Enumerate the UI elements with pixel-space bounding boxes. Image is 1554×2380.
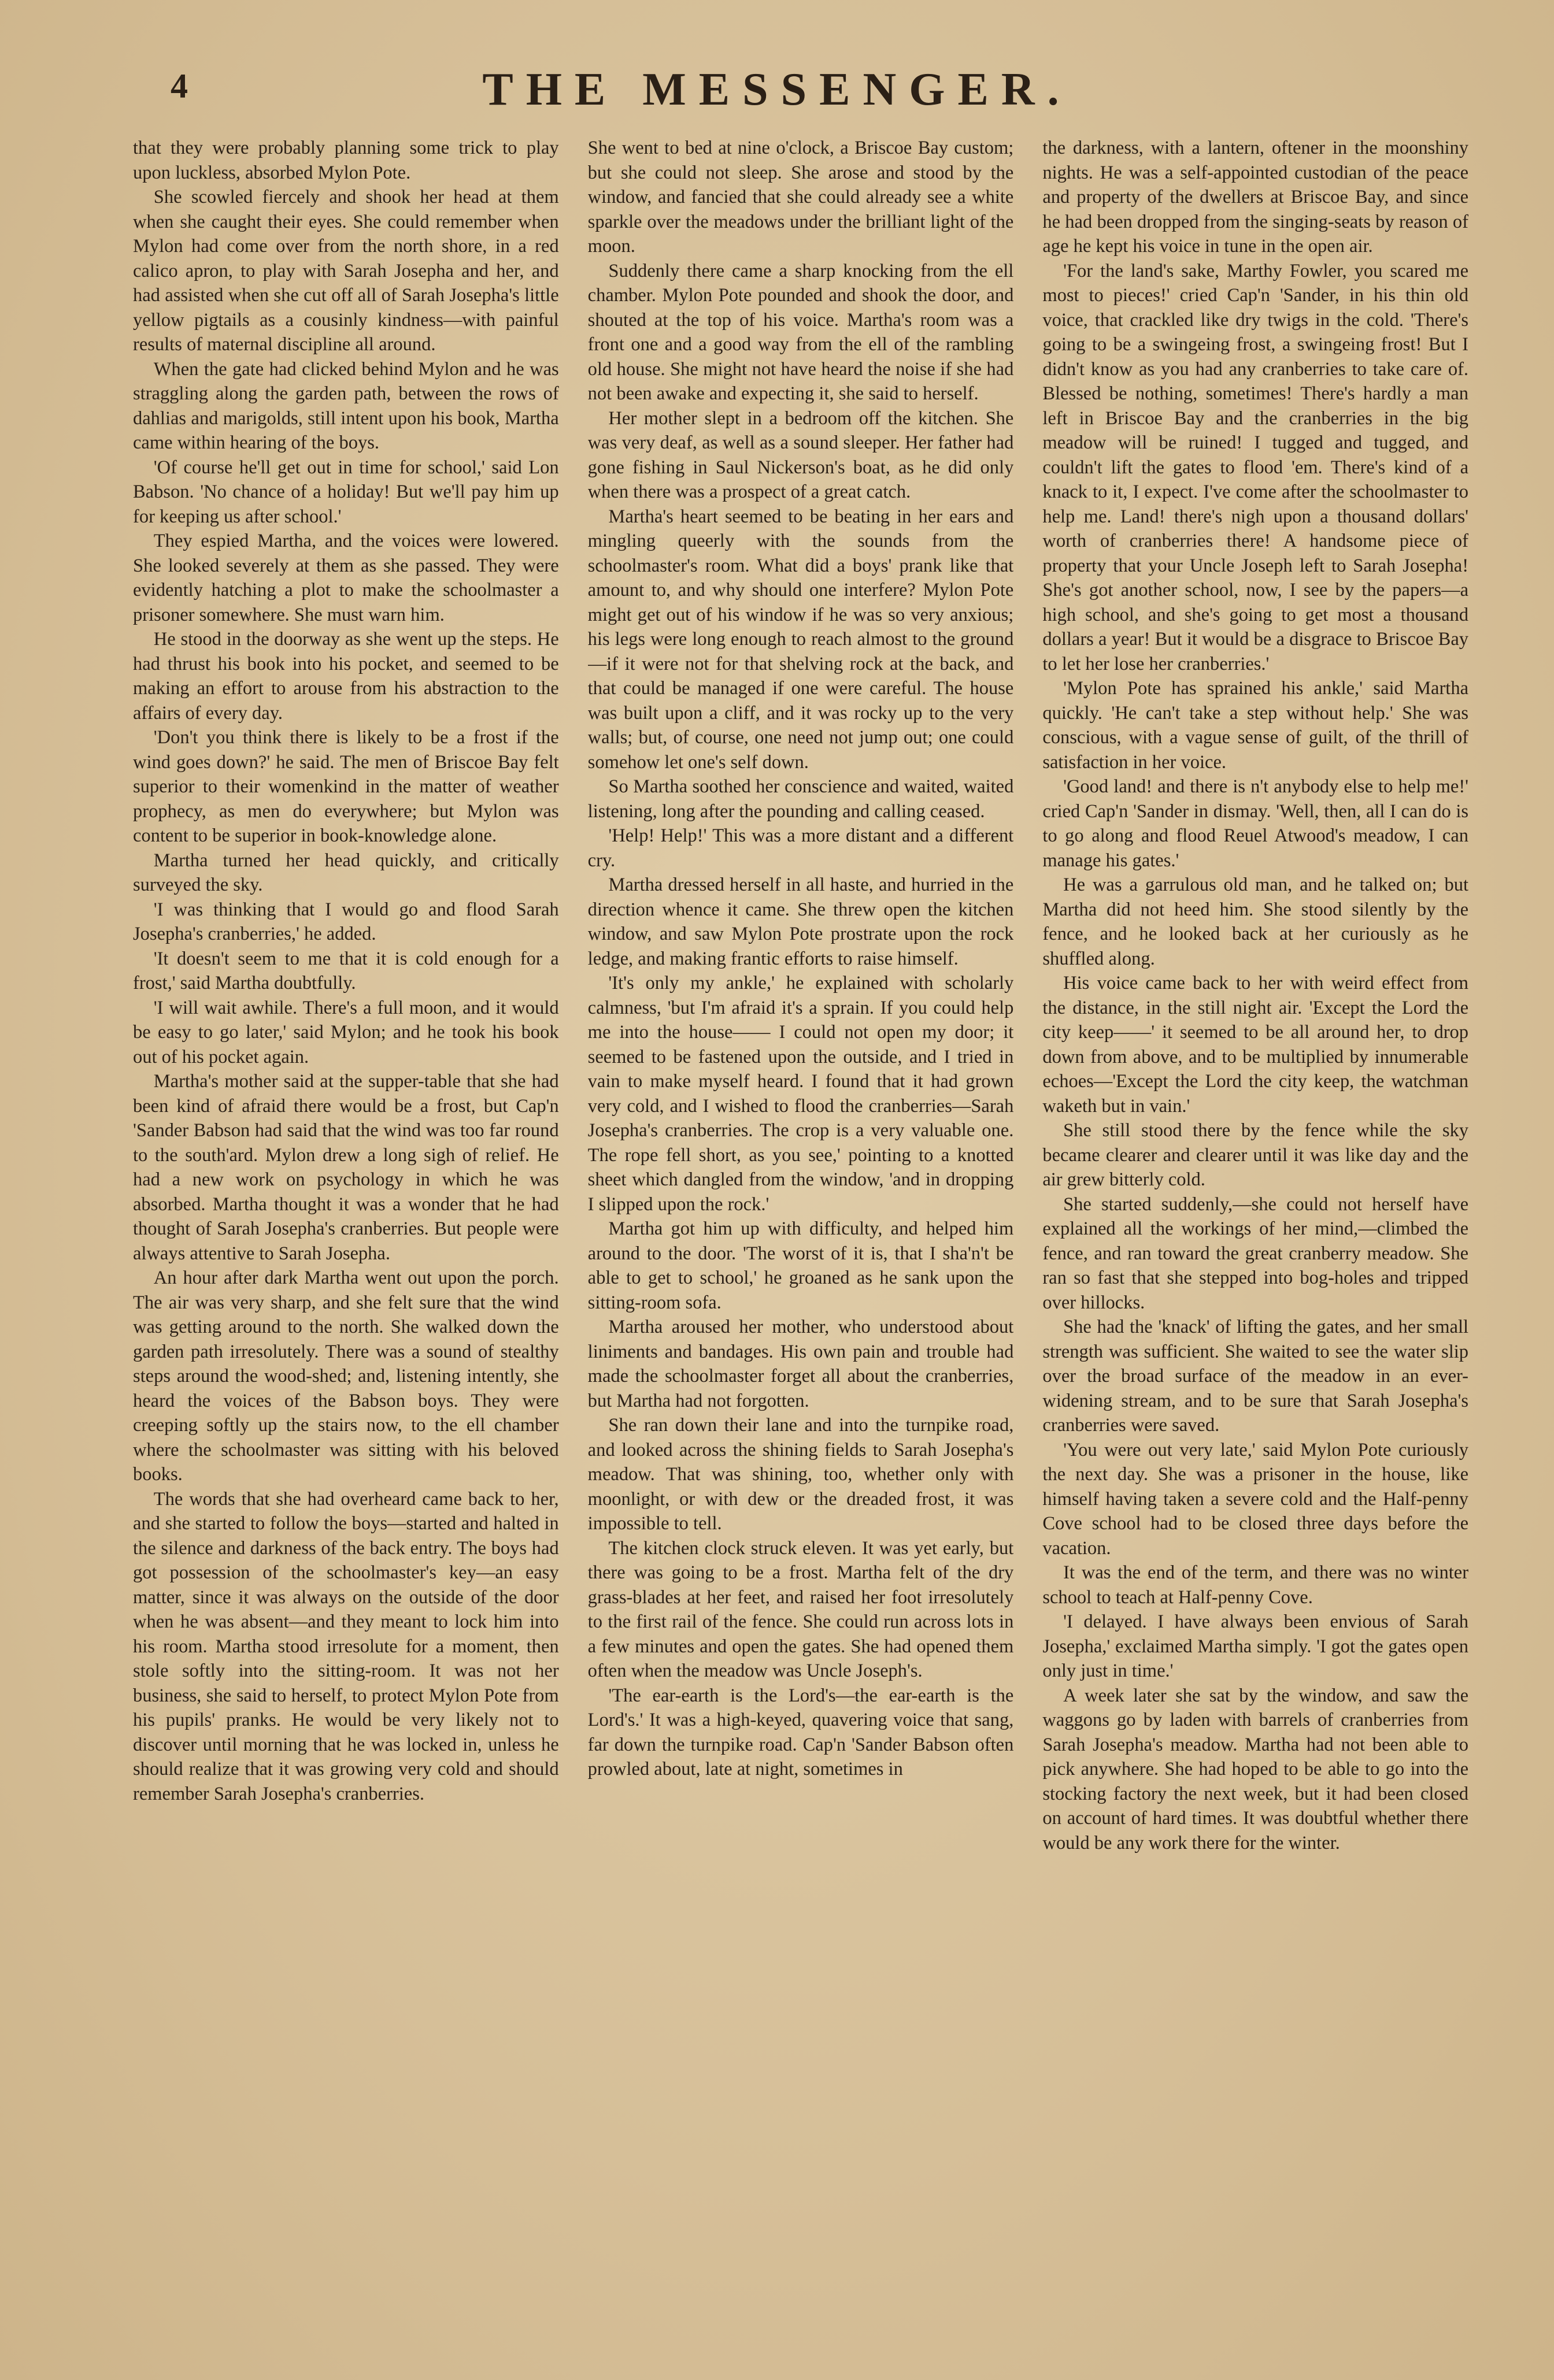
paragraph: 'Help! Help!' This was a more distant and a different cry. <box>587 825 1014 871</box>
article-columns <box>133 136 1468 2263</box>
paragraph: 'The ear-earth is the Lord's—the ear-earth is the Lord's.' It was a high-keyed, quavering voice that sang, far down the turnpike road. Cap'n 'Sander Babson often prowled about, late at night, sometimes in <box>587 1685 1014 1780</box>
paragraph: A week later she sat by the window, and saw the waggons go by laden with barrels of cranberries from Sarah Josepha's meadow. Martha had not been able to pick anywhere. She had hoped to be able to go into the stocking factory the next week, but it had been closed on account of hard times. It was doubtful whether there would be any work there for the winter. <box>1042 1685 1469 1853</box>
paragraph: Martha aroused her mother, who understood about liniments and bandages. His own pain and trouble had made the schoolmaster forget all about the cranberries, but Martha had not forgotten. <box>587 1317 1014 1411</box>
paragraph: She scowled fiercely and shook her head at them when she caught their eyes. She could remember when Mylon had come over from the north shore, in a red calico apron, to play with Sarah Josepha and her, and had assisted when she cut off all of Sarah Josepha's little yellow pigtails as a cousinly kindness—with painful results of maternal discipline all around. <box>133 187 559 355</box>
column-3 <box>1042 136 1468 2263</box>
paragraph: 'I will wait awhile. There's a full moon, and it would be easy to go later,' said Mylon; and he took his book out of his pocket again. <box>133 997 559 1067</box>
paragraph: An hour after dark Martha went out upon the porch. The air was very sharp, and she felt sure that the wind was getting around to the north. She walked down the garden path irresolutely. There was a sound of stealthy steps around the wood-shed; and, listening intently, she heard the voices of the Babson boys. They were creeping softly up the stairs now, to the ell chamber where the schoolmaster was sitting with his beloved books. <box>133 1267 559 1485</box>
paragraph: The words that she had overheard came back to her, and she started to follow the boys—started and halted in the silence and darkness of the back entry. The boys had got possession of the schoolmaster's key—an easy matter, since it was always on the outside of the door when he was absent—and they meant to lock him into his room. Martha stood irresolute for a moment, then stole softly into the sitting-room. It was not her business, she said to herself, to protect Mylon Pote from his pupils' pranks. He would be very likely not to discover until morning that he was locked in, unless he should realize that it was growing very cold and should remember Sarah Josepha's cranberries. <box>133 1488 559 1804</box>
column-1 <box>133 136 559 2263</box>
paragraph: She ran down their lane and into the turnpike road, and looked across the shining fields to Sarah Josepha's meadow. That was shining, too, whether only with moonlight, or with dew or the dreaded frost, it was impossible to tell. <box>587 1415 1014 1534</box>
paragraph: Martha dressed herself in all haste, and hurried in the direction whence it came. She threw open the kitchen window, and saw Mylon Pote prostrate upon the rock ledge, and making frantic efforts to raise himself. <box>587 874 1014 969</box>
paragraph: Martha got him up with difficulty, and helped him around to the door. 'The worst of it is, that I sha'n't be able to get to school,' he groaned as he sank upon the sitting-room sofa. <box>587 1218 1014 1313</box>
masthead <box>0 55 1554 130</box>
paragraph: He was a garrulous old man, and he talked on; but Martha did not heed him. She stood silently by the fence, and he looked back at her curiously as he shuffled along. <box>1042 874 1469 969</box>
paragraph: 'Of course he'll get out in time for school,' said Lon Babson. 'No chance of a holiday! But we'll pay him up for keeping us after school.' <box>133 457 559 527</box>
paragraph: 'For the land's sake, Marthy Fowler, you scared me most to pieces!' cried Cap'n 'Sander, in his thin old voice, that crackled like dry twigs in the cold. 'There's going to be a swingeing frost, a swingeing frost! But I didn't know as you had any cranberries to take care of. Blessed be nothing, sometimes! There's hardly a man left in Briscoe Bay and the cranberries in the big meadow will be ruined! I tugged and tugged, and couldn't lift the gates to flood 'em. There's kind of a knack to it, I expect. I've come after the schoolmaster to help me. Land! there's nigh upon a thousand dollars' worth of cranberries there! A handsome piece of property that your Uncle Joseph left to Sarah Josepha! She's got another school, now, I see by the papers—a high school, and she's going to get most a thousand dollars a year! But it would be a disgrace to Briscoe Bay to let her lose her cranberries.' <box>1042 260 1469 674</box>
paragraph: So Martha soothed her conscience and waited, waited listening, long after the pounding and calling ceased. <box>587 776 1014 822</box>
paragraph: His voice came back to her with weird effect from the distance, in the still night air. 'Except the Lord the city keep——' it seemed to be all around her, to drop down from above, and to be multiplied by innumerable echoes—'Except the Lord the city keep, the watchman waketh but in vain.' <box>1042 973 1469 1117</box>
paragraph: 'It's only my ankle,' he explained with scholarly calmness, 'but I'm afraid it's a sprain. If you could help me into the house—— I could not open my door; it seemed to be fastened upon the outside, and I tried in vain to make myself heard. I found that it had grown very cold, and I wished to flood the cranberries—Sarah Josepha's cranberries. The crop is a very valuable one. The rope fell short, as you see,' pointing to a knotted sheet which dangled from the window, 'and in dropping I slipped upon the rock.' <box>587 973 1014 1215</box>
paragraph: She started suddenly,—she could not herself have explained all the workings of her mind,—climbed the fence, and ran toward the great cranberry meadow. She ran so fast that she stepped into bog-holes and tripped over hillocks. <box>1042 1193 1469 1313</box>
paragraph: that they were probably planning some trick to play upon luckless, absorbed Mylon Pote. <box>133 138 559 183</box>
page-number: 4 <box>171 67 188 105</box>
paragraph: Her mother slept in a bedroom off the kitchen. She was very deaf, as well as a sound sleeper. Her father had gone fishing in Saul Nickerson's boat, as he did only when there was a prospect of a great catch. <box>587 407 1014 502</box>
paragraph: 'I was thinking that I would go and flood Sarah Josepha's cranberries,' he added. <box>133 899 559 944</box>
paragraph: Suddenly there came a sharp knocking from the ell chamber. Mylon Pote pounded and shook the door, and shouted at the top of his voice. Martha's room was a front one and a good way from the ell of the rambling old house. She might not have heard the noise if she had not been awake and expecting it, she said to herself. <box>587 260 1014 404</box>
paragraph: She had the 'knack' of lifting the gates, and her small strength was sufficient. She waited to see the water slip over the broad surface of the meadow in an ever-widening stream, and to be sure that Sarah Josepha's cranberries were saved. <box>1042 1317 1469 1436</box>
paragraph: She went to bed at nine o'clock, a Briscoe Bay custom; but she could not sleep. She arose and stood by the window, and fancied that she could already see a white sparkle over the meadows under the brilliant light of the moon. <box>587 138 1014 257</box>
paragraph: When the gate had clicked behind Mylon and he was straggling along the garden path, between the rows of dahlias and marigolds, still intent upon his book, Martha came within hearing of the boys. <box>133 358 559 453</box>
paragraph: Martha's mother said at the supper-table that she had been kind of afraid there would be a frost, but Cap'n 'Sander Babson had said that the wind was too far round to the south'ard. Mylon drew a long sigh of relief. He had a new work on psychology in which he was absorbed. Martha thought it was a wonder that he had thought of Sarah Josepha's cranberries. But people were always attentive to Sarah Josepha. <box>133 1071 559 1264</box>
newspaper-title: THE MESSENGER. <box>482 64 1072 115</box>
paragraph: She still stood there by the fence while the sky became clearer and clearer until it was like day and the air grew bitterly cold. <box>1042 1120 1469 1190</box>
paragraph: 'Mylon Pote has sprained his ankle,' said Martha quickly. 'He can't take a step without help.' She was conscious, with a vague sense of guilt, of the thrill of satisfaction in her voice. <box>1042 678 1469 773</box>
paragraph: 'It doesn't seem to me that it is cold enough for a frost,' said Martha doubtfully. <box>133 948 559 993</box>
paragraph: They espied Martha, and the voices were lowered. She looked severely at them as she passed. They were evidently hatching a plot to make the schoolmaster a prisoner somewhere. She must warn him. <box>133 531 559 625</box>
paragraph: The kitchen clock struck eleven. It was yet early, but there was going to be a frost. Martha felt of the dry grass-blades at her feet, and raised her foot irresolutely to the first rail of the fence. She could run across lots in a few minutes and open the gates. She had opened them often when the meadow was Uncle Joseph's. <box>587 1537 1014 1681</box>
paragraph: 'Good land! and there is n't anybody else to help me!' cried Cap'n 'Sander in dismay. 'Well, then, all I can do is to go along and flood Reuel Atwood's meadow, I can manage his gates.' <box>1042 776 1469 871</box>
paragraph: Martha's heart seemed to be beating in her ears and mingling queerly with the sounds from the schoolmaster's room. What did a boys' prank like that amount to, and why should one interfere? Mylon Pote might get out of his window if he was so very anxious; his legs were long enough to reach almost to the ground—if it were not for that shelving rock at the back, and that could be managed if one were careful. The house was built upon a cliff, and it was rocky up to the very walls; but, of course, one need not jump out; one could somehow let one's self down. <box>587 506 1014 773</box>
paragraph: 'You were out very late,' said Mylon Pote curiously the next day. She was a prisoner in the house, like himself having taken a severe cold and the Half-penny Cove school had to be closed three days before the vacation. <box>1042 1439 1469 1559</box>
paragraph: It was the end of the term, and there was no winter school to teach at Half-penny Cove. <box>1042 1562 1469 1608</box>
paragraph: the darkness, with a lantern, oftener in the moonshiny nights. He was a self-appointed custodian of the peace and property of the dwellers at Briscoe Bay, and since he had been dropped from the singing-seats by reason of age he kept his voice in tune in the open air. <box>1042 138 1469 257</box>
column-2 <box>588 136 1014 2263</box>
paragraph: 'Don't you think there is likely to be a frost if the wind goes down?' he said. The men of Briscoe Bay felt superior to their womenkind in the matter of weather prophecy, as men do everywhere; but Mylon was content to be superior in book-knowledge alone. <box>133 727 559 846</box>
paragraph: Martha turned her head quickly, and critically surveyed the sky. <box>133 850 559 895</box>
paragraph: He stood in the doorway as she went up the steps. He had thrust his book into his pocket, and seemed to be making an effort to arouse from his abstraction to the affairs of every day. <box>133 629 559 724</box>
paragraph: 'I delayed. I have always been envious of Sarah Josepha,' exclaimed Martha simply. 'I got the gates open only just in time.' <box>1042 1611 1469 1681</box>
